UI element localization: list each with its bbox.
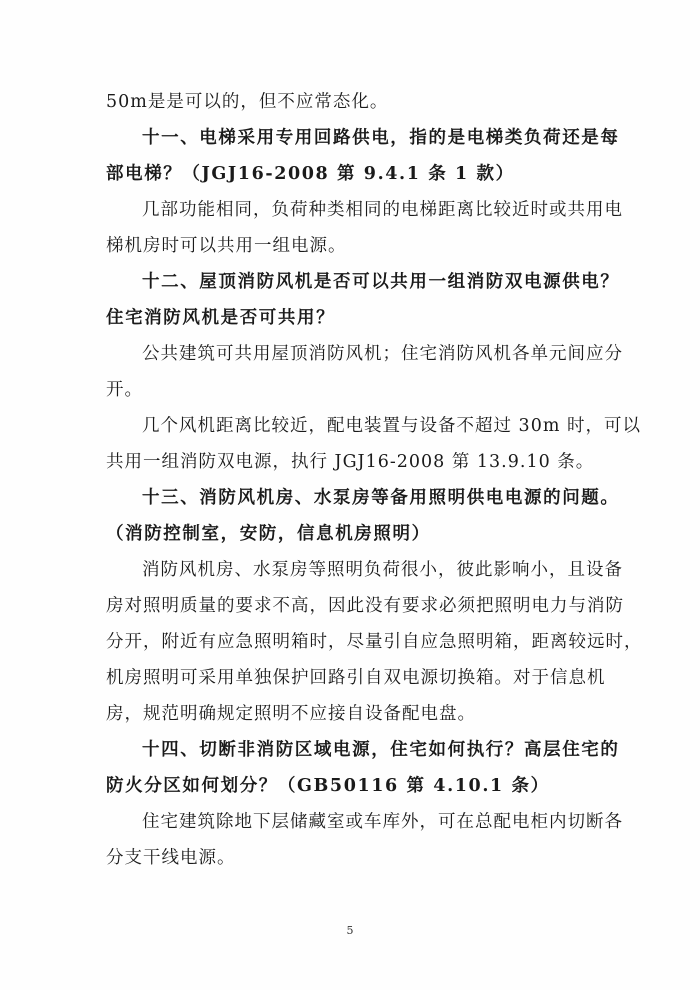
page-number: 5 xyxy=(346,924,354,937)
text-line: 50m是是可以的，但不应常态化。 xyxy=(106,92,389,112)
text-line: 几部功能相同，负荷种类相同的电梯距离比较近时或共用电 xyxy=(142,200,623,220)
text-line: 共用一组消防双电源，执行 JGJ16-2008 第 13.9.10 条。 xyxy=(106,452,595,472)
section-heading-11: 十一、电梯采用专用回路供电，指的是电梯类负荷还是每 xyxy=(142,128,620,148)
section-heading-12: 十二、屋顶消防风机是否可以共用一组消防双电源供电？ xyxy=(142,272,620,292)
section-heading-13: 十三、消防风机房、水泵房等备用照明供电电源的问题。 xyxy=(142,488,620,508)
text-line: 分开，附近有应急照明箱时，尽量引自应急照明箱，距离较远时， xyxy=(106,632,643,652)
text-line: 机房照明可采用单独保护回路引自双电源切换箱。对于信息机 xyxy=(106,668,606,688)
section-heading-14-cont: 防火分区如何划分？（GB50116 第 4.10.1 条） xyxy=(106,776,550,796)
text-line: 消防风机房、水泵房等照明负荷很小，彼此影响小，且设备 xyxy=(142,560,623,580)
text-line: 公共建筑可共用屋顶消防风机；住宅消防风机各单元间应分 xyxy=(142,344,623,364)
document-body xyxy=(106,84,643,876)
section-heading-14: 十四、切断非消防区域电源，住宅如何执行？高层住宅的 xyxy=(142,740,620,760)
section-heading-11-cont: 部电梯？（JGJ16-2008 第 9.4.1 条 1 款） xyxy=(106,164,515,184)
section-heading-12-cont: 住宅消防风机是否可共用？ xyxy=(106,308,336,328)
text-line: 梯机房时可以共用一组电源。 xyxy=(106,236,347,256)
text-line: 住宅建筑除地下层储藏室或车库外，可在总配电柜内切断各 xyxy=(142,812,623,832)
text-line: 房，规范明确规定照明不应接自设备配电盘。 xyxy=(106,704,476,724)
text-line: 开。 xyxy=(106,380,143,400)
text-line: 几个风机距离比较近，配电装置与设备不超过 30m 时，可以 xyxy=(142,416,641,436)
text-line: 分支干线电源。 xyxy=(106,848,236,868)
section-heading-13-cont: （消防控制室，安防，信息机房照明） xyxy=(106,524,431,544)
text-line: 房对照明质量的要求不高，因此没有要求必须把照明电力与消防 xyxy=(106,596,624,616)
